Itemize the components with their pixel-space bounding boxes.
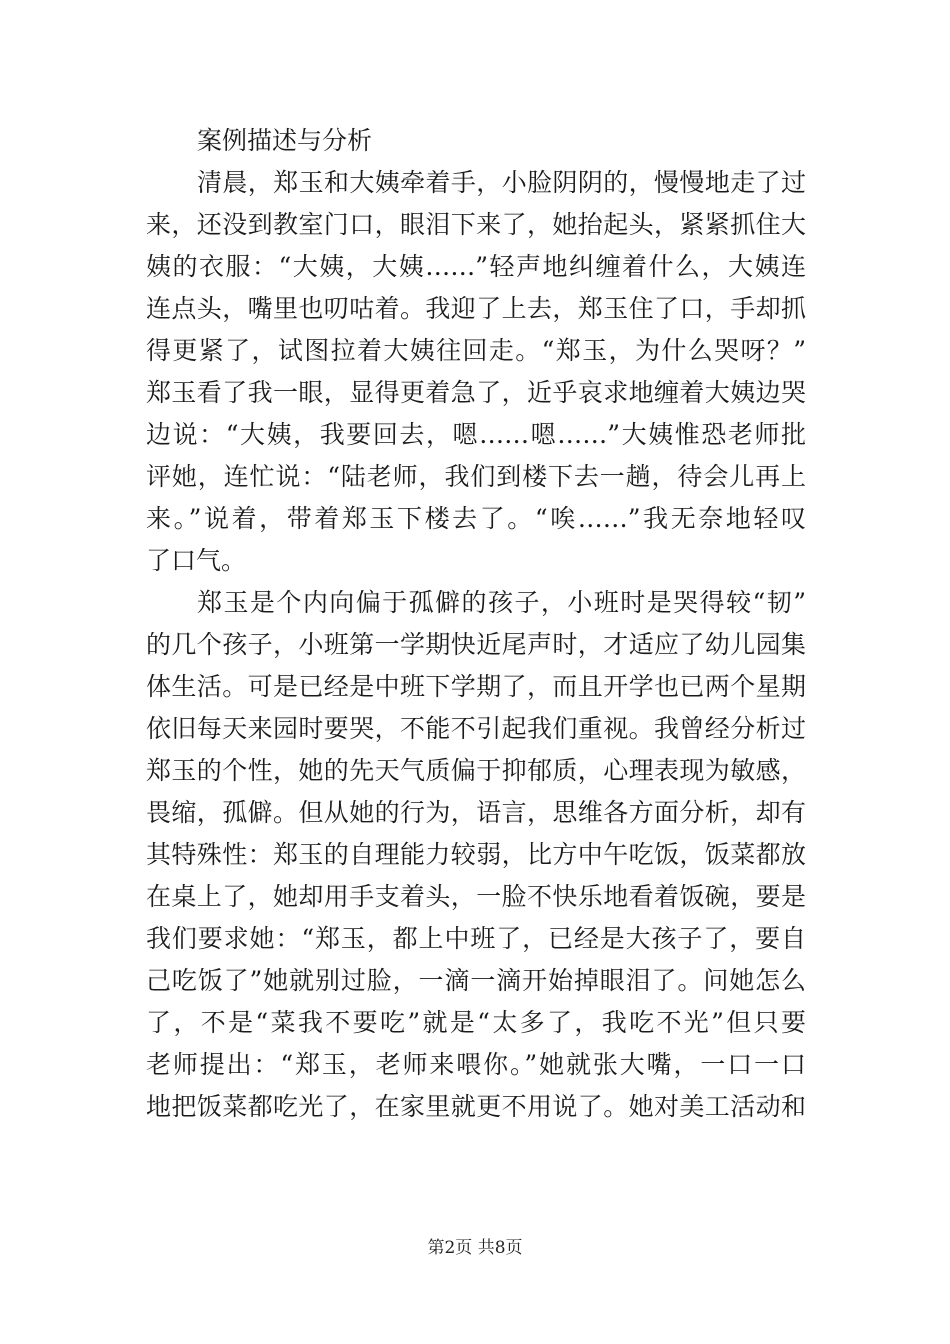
text-line: 己吃饭了”她就别过脸，一滴一滴开始掉眼泪了。问她怎么 <box>146 966 806 995</box>
text-line: 地把饭菜都吃光了，在家里就更不用说了。她对美工活动和 <box>146 1092 806 1121</box>
text-line: 边说：“大姨，我要回去，嗯……嗯……”大姨惟恐老师批 <box>146 420 806 449</box>
text-line: 了口气。 <box>146 546 247 575</box>
text-line: 来，还没到教室门口，眼泪下来了，她抬起头，紧紧抓住大 <box>146 210 806 239</box>
text-line: 其特殊性：郑玉的自理能力较弱，比方中午吃饭，饭菜都放 <box>146 840 806 869</box>
text-line: 连点头，嘴里也叨咕着。我迎了上去，郑玉住了口，手却抓 <box>146 294 806 323</box>
text-line: 老师提出：“郑玉，老师来喂你。”她就张大嘴，一口一口 <box>146 1050 806 1079</box>
text-line: 郑玉看了我一眼，显得更着急了，近乎哀求地缠着大姨边哭 <box>146 378 806 407</box>
text-line: 畏缩，孤僻。但从她的行为，语言，思维各方面分析，却有 <box>146 798 806 827</box>
text-line: 郑玉是个内向偏于孤僻的孩子，小班时是哭得较“韧” <box>197 588 806 617</box>
text-line: 了，不是“菜我不要吃”就是“太多了，我吃不光”但只要 <box>146 1008 807 1037</box>
text-line: 得更紧了，试图拉着大姨往回走。“郑玉，为什么哭呀？” <box>146 336 806 365</box>
page-indicator: 第2页 共8页 <box>427 1238 523 1258</box>
text-line: 郑玉的个性，她的先天气质偏于抑郁质，心理表现为敏感， <box>146 756 806 785</box>
text-line: 在桌上了，她却用手支着头，一脸不快乐地看着饭碗，要是 <box>146 882 806 911</box>
text-line: 依旧每天来园时要哭，不能不引起我们重视。我曾经分析过 <box>146 714 806 743</box>
text-line: 我们要求她：“郑玉，都上中班了，已经是大孩子了，要自 <box>146 924 806 953</box>
text-line: 评她，连忙说：“陆老师，我们到楼下去一趟，待会儿再上 <box>146 462 806 491</box>
text-line: 清晨，郑玉和大姨牵着手，小脸阴阴的，慢慢地走了过 <box>197 168 806 197</box>
text-line: 来。”说着，带着郑玉下楼去了。“唉……”我无奈地轻叹 <box>146 504 806 533</box>
text-line: 体生活。可是已经是中班下学期了，而且开学也已两个星期 <box>146 672 806 701</box>
text-line: 的几个孩子，小班第一学期快近尾声时，才适应了幼儿园集 <box>146 630 806 659</box>
text-line: 姨的衣服：“大姨，大姨……”轻声地纠缠着什么，大姨连 <box>146 252 806 281</box>
section-heading: 案例描述与分析 <box>197 126 373 155</box>
body-text <box>146 162 806 1128</box>
